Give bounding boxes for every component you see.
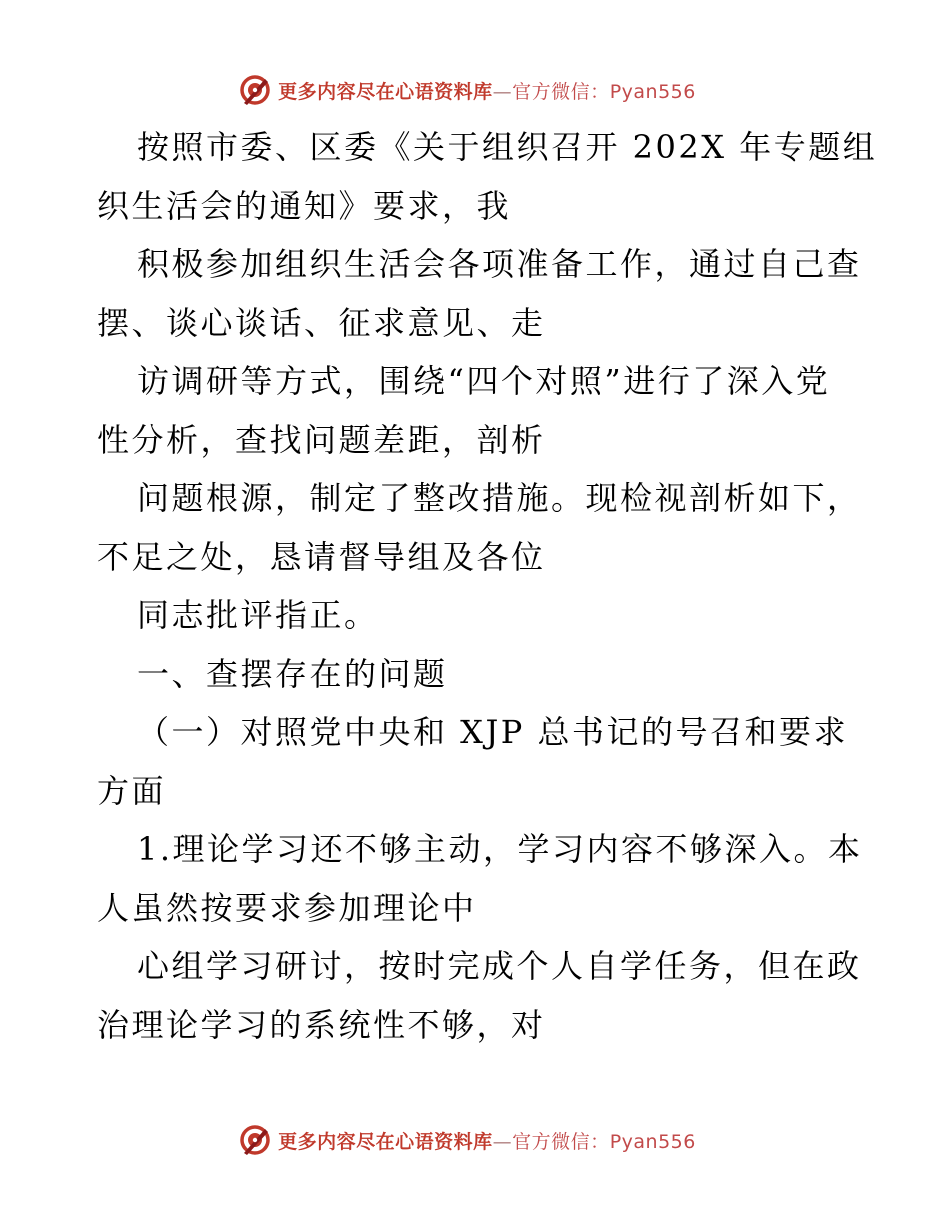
- pen-logo-icon: [238, 73, 272, 107]
- banner-wechat-label: 官方微信：: [512, 80, 610, 103]
- banner-main-text: 更多内容尽在心语资料库: [278, 80, 493, 103]
- banner-wechat-id: Pyan556: [609, 80, 696, 103]
- banner-content: [238, 73, 696, 107]
- text-line: 人虽然按要求参加理论中: [97, 888, 477, 927]
- banner-wechat-label: 官方微信：: [512, 1130, 610, 1153]
- text-line: 性分析，查找问题差距，剖析: [97, 420, 546, 459]
- text-line: 1.理论学习还不够主动，学习内容不够深入。本: [137, 830, 863, 868]
- banner-separator: —: [492, 1130, 513, 1153]
- text-line: 方面: [97, 771, 167, 810]
- banner-text: [278, 77, 696, 104]
- header-banner: [0, 72, 950, 108]
- text-line: 积极参加组织生活会各项准备工作，通过自己查: [137, 245, 862, 283]
- text-line: 不足之处，恳请督导组及各位: [97, 537, 546, 576]
- text-line: （一）对照党中央和 XJP 总书记的号召和要求: [137, 713, 848, 751]
- banner-separator: —: [492, 80, 513, 103]
- text-line: 访调研等方式，围绕“四个对照”进行了深入党: [137, 362, 831, 400]
- banner-wechat-id: Pyan556: [609, 1130, 696, 1153]
- text-line: 摆、谈心谈话、征求意见、走: [97, 303, 546, 342]
- document-body: [97, 118, 878, 1054]
- text-line: 同志批评指正。: [137, 596, 379, 634]
- pen-logo-icon: [238, 1123, 272, 1157]
- banner-text: [278, 1127, 696, 1154]
- text-line: 心组学习研讨，按时完成个人自学任务，但在政: [137, 947, 862, 985]
- banner-content: [238, 1123, 696, 1157]
- banner-main-text: 更多内容尽在心语资料库: [278, 1130, 493, 1153]
- text-line: 问题根源，制定了整改措施。现检视剖析如下，: [137, 479, 862, 517]
- text-line: 一、查摆存在的问题: [137, 654, 448, 693]
- footer-banner: [0, 1122, 950, 1158]
- text-line: 织生活会的通知》要求，我: [97, 186, 512, 225]
- text-line: 按照市委、区委《关于组织召开 202X 年专题组: [137, 128, 878, 166]
- text-line: 治理论学习的系统性不够，对: [97, 1005, 546, 1044]
